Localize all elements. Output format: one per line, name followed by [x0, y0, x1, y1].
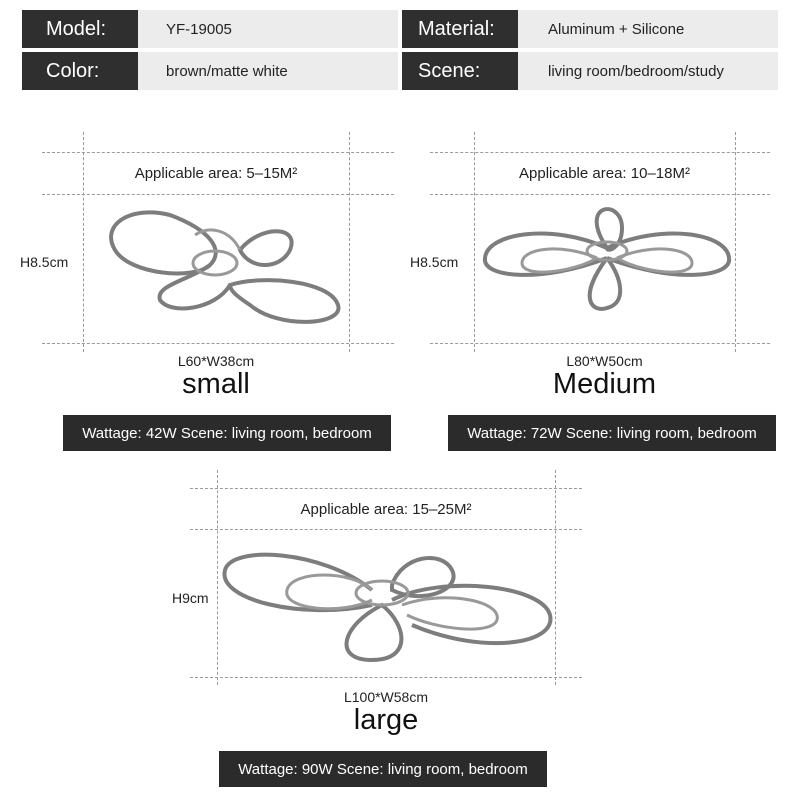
guide-line: [430, 194, 770, 195]
guide-line: [190, 529, 582, 530]
guide-line: [555, 470, 556, 685]
scene-label: Scene:: [402, 52, 518, 90]
model-label: Model:: [22, 10, 138, 48]
guide-line: [430, 152, 770, 153]
spec-row-scene: [402, 52, 778, 90]
size-label: small: [182, 368, 250, 400]
material-value: Aluminum + Silicone: [518, 10, 778, 48]
spec-row-material: [402, 10, 778, 48]
height-label: H8.5cm: [410, 254, 459, 270]
wattage-bar: Wattage: 90W Scene: living room, bedroom: [219, 751, 547, 787]
dimensions-label: L100*W58cm: [343, 689, 429, 705]
dimensions-label: L60*W38cm: [177, 353, 255, 369]
guide-line: [42, 343, 394, 344]
size-label: large: [353, 704, 419, 736]
lamp-illustration: [222, 545, 552, 670]
wattage-bar: Wattage: 72W Scene: living room, bedroom: [448, 415, 776, 451]
scene-value: living room/bedroom/study: [518, 52, 778, 90]
height-label: H8.5cm: [20, 254, 69, 270]
color-value: brown/matte white: [138, 52, 398, 90]
applicable-area: Applicable area: 10–18M²: [519, 165, 690, 182]
material-label: Material:: [402, 10, 518, 48]
spec-row-color: [22, 52, 398, 90]
applicable-area: Applicable area: 15–25M²: [300, 501, 472, 518]
lamp-illustration: [482, 203, 732, 318]
guide-line: [190, 677, 582, 678]
applicable-area: Applicable area: 5–15M²: [134, 165, 298, 182]
model-value: YF-19005: [138, 10, 398, 48]
guide-line: [42, 194, 394, 195]
dimensions-label: L80*W50cm: [566, 353, 643, 369]
color-label: Color:: [22, 52, 138, 90]
wattage-bar: Wattage: 42W Scene: living room, bedroom: [63, 415, 391, 451]
size-label: Medium: [552, 368, 657, 400]
lamp-illustration: [100, 205, 345, 335]
guide-line: [190, 488, 582, 489]
guide-line: [430, 343, 770, 344]
height-label: H9cm: [172, 590, 209, 606]
guide-line: [349, 132, 350, 352]
guide-line: [735, 132, 736, 352]
guide-line: [42, 152, 394, 153]
spec-row-model: [22, 10, 398, 48]
